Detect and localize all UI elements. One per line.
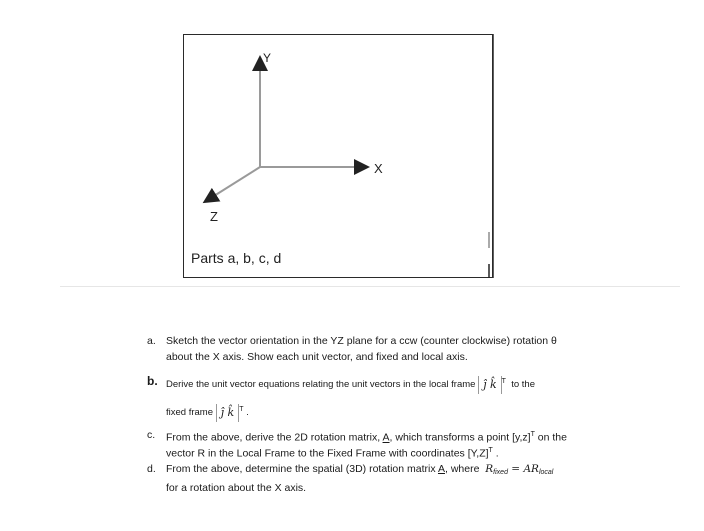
r-local-sub: local [538, 469, 554, 476]
question-b-fixed-frame: fixed frame [166, 407, 213, 419]
axes-diagram [184, 35, 494, 279]
section-divider [60, 286, 680, 287]
question-c-text-b: , which transforms a point [y,z] [389, 431, 531, 444]
question-a-line2: about the X axis. Show each unit vector, and fixed and local axis. [166, 351, 468, 363]
question-a-line1: Sketch the vector orientation in the YZ plane for a ccw (counter clockwise) rotation θ [166, 335, 557, 347]
question-d-line1 [166, 461, 553, 481]
figure-caption: Parts a, b, c, d [191, 250, 282, 266]
question-c-text-d: vector R in the Local Frame to the Fixed Frame with coordinates [Y,Z] [166, 447, 489, 460]
question-d-line2: for a rotation about the X axis. [166, 482, 307, 494]
question-b-line1 [166, 374, 535, 394]
question-c-text-c: on the [534, 431, 567, 444]
figure-frame [183, 34, 493, 278]
r-fixed-sub: fixed [493, 469, 508, 476]
z-axis-line [206, 167, 260, 201]
transpose-sup-2: T [239, 406, 244, 413]
question-d-label: d. [147, 463, 156, 475]
question-d-text-a: From the above, determine the spatial (3D) rotation matrix [166, 463, 436, 475]
question-b-text: Derive the unit vector equations relating the unit vectors in the local frame [166, 379, 476, 391]
question-b-to: to the [511, 379, 536, 391]
question-d-text-b: , where [444, 463, 480, 475]
r-symbol: R [485, 463, 494, 475]
transpose-sup-3: T [530, 431, 535, 438]
matrix-a-3d: A [437, 463, 445, 475]
question-c-label: c. [147, 429, 156, 441]
question-c-line2 [166, 443, 499, 462]
transpose-sup-4: T [488, 447, 493, 454]
axis-y-label: Y [263, 51, 272, 65]
question-b-line2: fixed frame ĵ k̂ $^T$ . [166, 402, 249, 422]
question-c-text-a: From the above, derive the 2D rotation matrix, [166, 431, 381, 444]
unit-vector-local: ĵ k̂ [478, 376, 502, 394]
unit-vector-fixed: ĵ k̂ [216, 404, 240, 422]
axis-x-label: X [374, 161, 383, 176]
question-b-label: b. [147, 374, 158, 388]
axis-z-label: Z [210, 209, 218, 224]
cropped-edge-marks [485, 34, 497, 278]
question-a-label: a. [147, 335, 156, 347]
transpose-sup: T [501, 378, 506, 385]
equals-ar: = AR [507, 463, 539, 475]
matrix-a: A [382, 431, 390, 444]
question-c-text-e: . [492, 447, 499, 460]
